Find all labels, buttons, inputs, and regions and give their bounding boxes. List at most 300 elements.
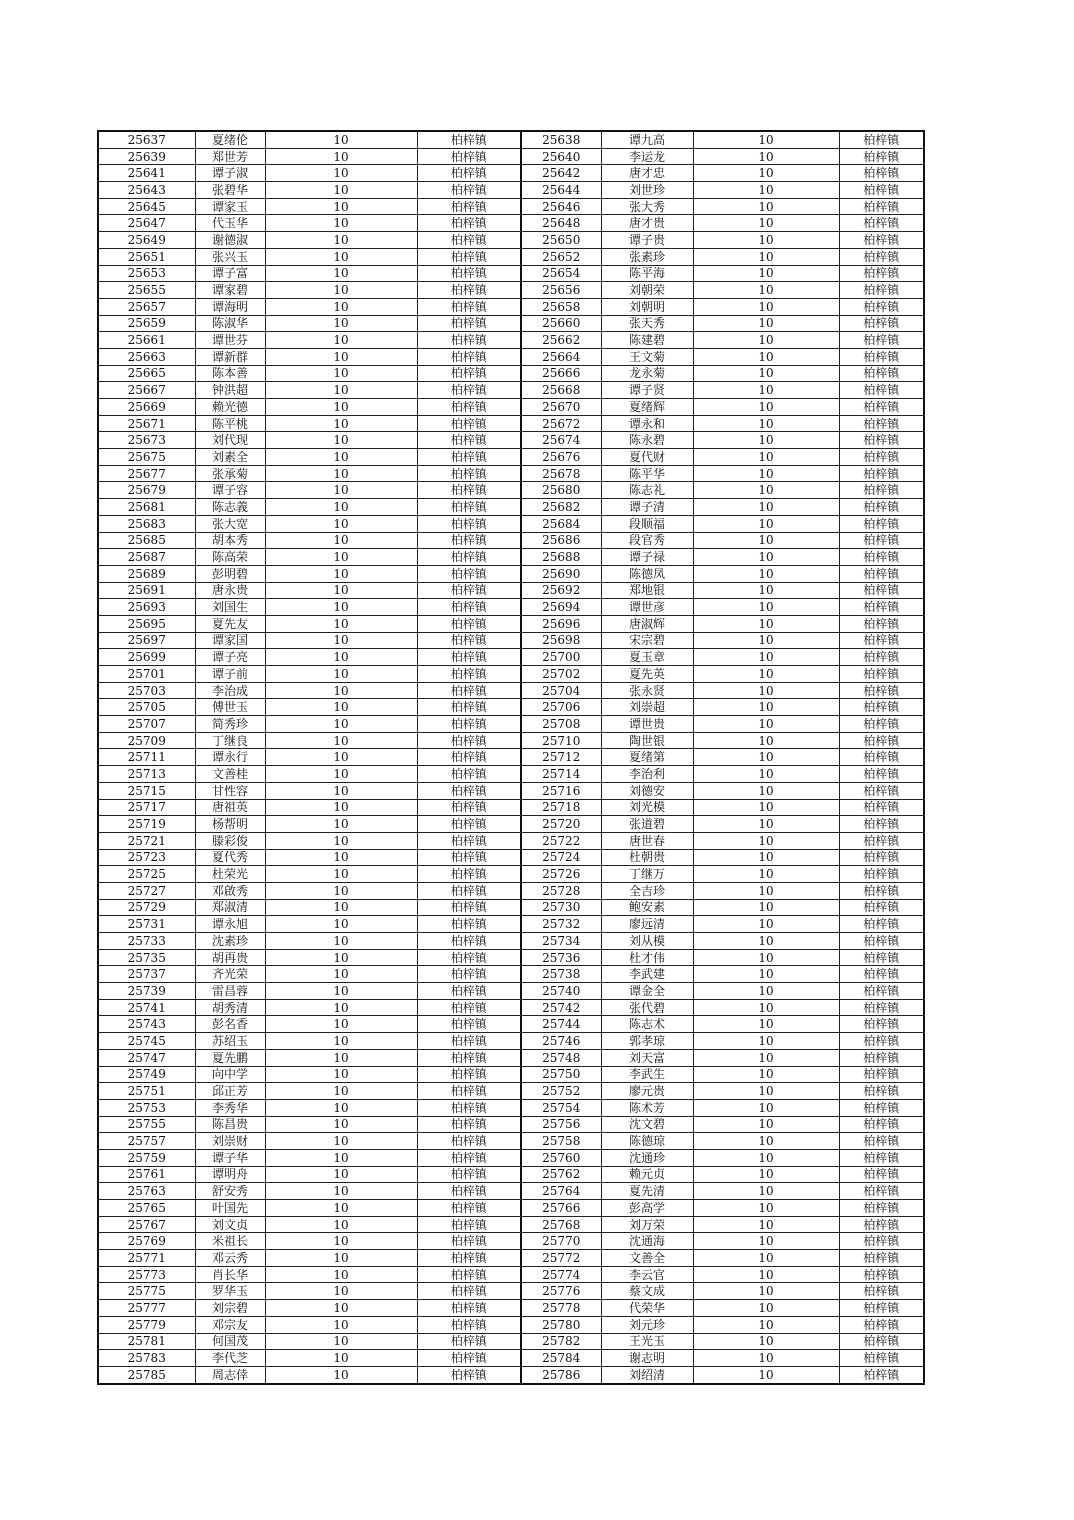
table-row (98, 198, 924, 215)
town-cell: 柏梓镇 (417, 1250, 521, 1267)
amount-cell: 10 (693, 933, 839, 950)
id-cell: 25753 (98, 1099, 195, 1116)
id-cell: 25659 (98, 315, 195, 332)
amount-cell: 10 (693, 182, 839, 199)
id-cell: 25741 (98, 999, 195, 1016)
town-cell: 柏梓镇 (839, 1066, 924, 1083)
id-cell: 25692 (521, 582, 601, 599)
amount-cell: 10 (693, 348, 839, 365)
amount-cell: 10 (693, 332, 839, 349)
id-cell: 25769 (98, 1233, 195, 1250)
name-cell: 陈志義 (195, 499, 265, 516)
town-cell: 柏梓镇 (839, 315, 924, 332)
town-cell: 柏梓镇 (417, 1083, 521, 1100)
amount-cell: 10 (265, 1099, 417, 1116)
name-cell: 谭子容 (195, 482, 265, 499)
id-cell: 25759 (98, 1149, 195, 1166)
table-row (98, 632, 924, 649)
town-cell: 柏梓镇 (839, 599, 924, 616)
table-row (98, 1233, 924, 1250)
town-cell: 柏梓镇 (417, 949, 521, 966)
amount-cell: 10 (265, 849, 417, 866)
amount-cell: 10 (693, 1283, 839, 1300)
id-cell: 25663 (98, 348, 195, 365)
amount-cell: 10 (693, 482, 839, 499)
table-row (98, 582, 924, 599)
town-cell: 柏梓镇 (417, 582, 521, 599)
amount-cell: 10 (265, 1016, 417, 1033)
id-cell: 25731 (98, 916, 195, 933)
name-cell: 刘朝明 (601, 298, 693, 315)
id-cell: 25701 (98, 666, 195, 683)
name-cell: 段顺福 (601, 515, 693, 532)
id-cell: 25711 (98, 749, 195, 766)
id-cell: 25761 (98, 1166, 195, 1183)
table-row (98, 1216, 924, 1233)
id-cell: 25661 (98, 332, 195, 349)
name-cell: 张承菊 (195, 465, 265, 482)
amount-cell: 10 (265, 1049, 417, 1066)
town-cell: 柏梓镇 (417, 1166, 521, 1183)
name-cell: 刘从模 (601, 933, 693, 950)
town-cell: 柏梓镇 (839, 298, 924, 315)
town-cell: 柏梓镇 (839, 399, 924, 416)
id-cell: 25682 (521, 499, 601, 516)
id-cell: 25738 (521, 966, 601, 983)
name-cell: 唐祖英 (195, 799, 265, 816)
id-cell: 25640 (521, 148, 601, 165)
table-row (98, 465, 924, 482)
town-cell: 柏梓镇 (417, 749, 521, 766)
town-cell: 柏梓镇 (839, 732, 924, 749)
table-row (98, 1266, 924, 1283)
id-cell: 25740 (521, 983, 601, 1000)
id-cell: 25742 (521, 999, 601, 1016)
table-row (98, 265, 924, 282)
town-cell: 柏梓镇 (417, 1149, 521, 1166)
table-row (98, 782, 924, 799)
id-cell: 25646 (521, 198, 601, 215)
table-row (98, 1116, 924, 1133)
amount-cell: 10 (265, 1183, 417, 1200)
town-cell: 柏梓镇 (417, 866, 521, 883)
amount-cell: 10 (265, 1300, 417, 1317)
name-cell: 文善全 (601, 1250, 693, 1267)
amount-cell: 10 (265, 198, 417, 215)
id-cell: 25644 (521, 182, 601, 199)
id-cell: 25717 (98, 799, 195, 816)
name-cell: 罗华玉 (195, 1283, 265, 1300)
name-cell: 傅世玉 (195, 699, 265, 716)
amount-cell: 10 (265, 699, 417, 716)
id-cell: 25664 (521, 348, 601, 365)
name-cell: 夏绪伦 (195, 131, 265, 148)
table-row (98, 649, 924, 666)
id-cell: 25720 (521, 816, 601, 833)
id-cell: 25684 (521, 515, 601, 532)
amount-cell: 10 (265, 282, 417, 299)
name-cell: 谭世彦 (601, 599, 693, 616)
name-cell: 刘代现 (195, 432, 265, 449)
id-cell: 25776 (521, 1283, 601, 1300)
town-cell: 柏梓镇 (839, 1216, 924, 1233)
town-cell: 柏梓镇 (839, 532, 924, 549)
amount-cell: 10 (693, 315, 839, 332)
name-cell: 刘光模 (601, 799, 693, 816)
name-cell: 张代碧 (601, 999, 693, 1016)
id-cell: 25727 (98, 882, 195, 899)
table-row (98, 1300, 924, 1317)
town-cell: 柏梓镇 (839, 1316, 924, 1333)
amount-cell: 10 (265, 1133, 417, 1150)
town-cell: 柏梓镇 (839, 582, 924, 599)
table-row (98, 1250, 924, 1267)
town-cell: 柏梓镇 (839, 465, 924, 482)
table-row (98, 449, 924, 466)
town-cell: 柏梓镇 (839, 983, 924, 1000)
table-row (98, 1066, 924, 1083)
amount-cell: 10 (265, 1350, 417, 1367)
name-cell: 陈建碧 (601, 332, 693, 349)
name-cell: 杜才伟 (601, 949, 693, 966)
town-cell: 柏梓镇 (839, 933, 924, 950)
town-cell: 柏梓镇 (839, 1300, 924, 1317)
id-cell: 25747 (98, 1049, 195, 1066)
table-row (98, 1333, 924, 1350)
name-cell: 谭子贤 (601, 382, 693, 399)
name-cell: 胡本秀 (195, 532, 265, 549)
amount-cell: 10 (693, 1049, 839, 1066)
town-cell: 柏梓镇 (417, 315, 521, 332)
name-cell: 刘文贞 (195, 1216, 265, 1233)
name-cell: 张永贤 (601, 682, 693, 699)
amount-cell: 10 (693, 449, 839, 466)
id-cell: 25780 (521, 1316, 601, 1333)
id-cell: 25729 (98, 899, 195, 916)
amount-cell: 10 (693, 832, 839, 849)
name-cell: 段官秀 (601, 532, 693, 549)
town-cell: 柏梓镇 (417, 1216, 521, 1233)
id-cell: 25783 (98, 1350, 195, 1367)
name-cell: 谭世芬 (195, 332, 265, 349)
table-row (98, 315, 924, 332)
town-cell: 柏梓镇 (839, 215, 924, 232)
name-cell: 郑世芳 (195, 148, 265, 165)
amount-cell: 10 (265, 182, 417, 199)
name-cell: 陈平华 (601, 465, 693, 482)
name-cell: 胡秀清 (195, 999, 265, 1016)
id-cell: 25766 (521, 1200, 601, 1217)
town-cell: 柏梓镇 (839, 716, 924, 733)
id-cell: 25655 (98, 282, 195, 299)
id-cell: 25767 (98, 1216, 195, 1233)
name-cell: 齐光荣 (195, 966, 265, 983)
id-cell: 25671 (98, 415, 195, 432)
id-cell: 25705 (98, 699, 195, 716)
id-cell: 25678 (521, 465, 601, 482)
table-row (98, 933, 924, 950)
id-cell: 25707 (98, 716, 195, 733)
name-cell: 彭高学 (601, 1200, 693, 1217)
name-cell: 谭新群 (195, 348, 265, 365)
id-cell: 25695 (98, 615, 195, 632)
name-cell: 唐淑辉 (601, 615, 693, 632)
town-cell: 柏梓镇 (417, 1116, 521, 1133)
id-cell: 25735 (98, 949, 195, 966)
table-row (98, 615, 924, 632)
town-cell: 柏梓镇 (839, 916, 924, 933)
name-cell: 何国茂 (195, 1333, 265, 1350)
town-cell: 柏梓镇 (417, 983, 521, 1000)
id-cell: 25669 (98, 399, 195, 416)
town-cell: 柏梓镇 (839, 248, 924, 265)
town-cell: 柏梓镇 (417, 148, 521, 165)
name-cell: 刘天富 (601, 1049, 693, 1066)
id-cell: 25736 (521, 949, 601, 966)
id-cell: 25737 (98, 966, 195, 983)
town-cell: 柏梓镇 (417, 1066, 521, 1083)
id-cell: 25723 (98, 849, 195, 866)
town-cell: 柏梓镇 (839, 1166, 924, 1183)
name-cell: 滕彩俊 (195, 832, 265, 849)
id-cell: 25710 (521, 732, 601, 749)
name-cell: 夏玉章 (601, 649, 693, 666)
amount-cell: 10 (693, 1066, 839, 1083)
name-cell: 陈高荣 (195, 549, 265, 566)
amount-cell: 10 (265, 232, 417, 249)
town-cell: 柏梓镇 (839, 1099, 924, 1116)
town-cell: 柏梓镇 (417, 298, 521, 315)
town-cell: 柏梓镇 (839, 549, 924, 566)
amount-cell: 10 (693, 849, 839, 866)
name-cell: 谭九高 (601, 131, 693, 148)
town-cell: 柏梓镇 (417, 449, 521, 466)
town-cell: 柏梓镇 (417, 649, 521, 666)
amount-cell: 10 (265, 916, 417, 933)
town-cell: 柏梓镇 (417, 699, 521, 716)
town-cell: 柏梓镇 (839, 165, 924, 182)
town-cell: 柏梓镇 (417, 716, 521, 733)
amount-cell: 10 (265, 766, 417, 783)
table-row (98, 232, 924, 249)
table-row (98, 983, 924, 1000)
name-cell: 夏代财 (601, 449, 693, 466)
amount-cell: 10 (693, 265, 839, 282)
name-cell: 郑淑清 (195, 899, 265, 916)
table-row (98, 1366, 924, 1383)
amount-cell: 10 (693, 799, 839, 816)
amount-cell: 10 (265, 332, 417, 349)
amount-cell: 10 (265, 1366, 417, 1383)
amount-cell: 10 (693, 1166, 839, 1183)
id-cell: 25734 (521, 933, 601, 950)
id-cell: 25764 (521, 1183, 601, 1200)
id-cell: 25713 (98, 766, 195, 783)
id-cell: 25694 (521, 599, 601, 616)
table-row (98, 148, 924, 165)
name-cell: 谭家玉 (195, 198, 265, 215)
amount-cell: 10 (693, 532, 839, 549)
amount-cell: 10 (265, 716, 417, 733)
id-cell: 25654 (521, 265, 601, 282)
id-cell: 25662 (521, 332, 601, 349)
town-cell: 柏梓镇 (839, 1283, 924, 1300)
amount-cell: 10 (265, 582, 417, 599)
amount-cell: 10 (265, 532, 417, 549)
name-cell: 甘性容 (195, 782, 265, 799)
name-cell: 沈素珍 (195, 933, 265, 950)
town-cell: 柏梓镇 (417, 165, 521, 182)
amount-cell: 10 (265, 999, 417, 1016)
amount-cell: 10 (265, 298, 417, 315)
table-row (98, 1183, 924, 1200)
town-cell: 柏梓镇 (839, 849, 924, 866)
table-row (98, 916, 924, 933)
table-row (98, 599, 924, 616)
name-cell: 谭子清 (601, 499, 693, 516)
town-cell: 柏梓镇 (839, 1033, 924, 1050)
amount-cell: 10 (693, 165, 839, 182)
table-row (98, 1016, 924, 1033)
name-cell: 鲍安素 (601, 899, 693, 916)
town-cell: 柏梓镇 (417, 966, 521, 983)
town-cell: 柏梓镇 (417, 1033, 521, 1050)
amount-cell: 10 (693, 415, 839, 432)
town-cell: 柏梓镇 (839, 432, 924, 449)
name-cell: 邓啟秀 (195, 882, 265, 899)
name-cell: 李运龙 (601, 148, 693, 165)
town-cell: 柏梓镇 (417, 382, 521, 399)
amount-cell: 10 (265, 749, 417, 766)
name-cell: 刘素全 (195, 449, 265, 466)
id-cell: 25653 (98, 265, 195, 282)
town-cell: 柏梓镇 (417, 1233, 521, 1250)
name-cell: 谭子华 (195, 1149, 265, 1166)
town-cell: 柏梓镇 (839, 1049, 924, 1066)
name-cell: 刘万荣 (601, 1216, 693, 1233)
name-cell: 代荣华 (601, 1300, 693, 1317)
amount-cell: 10 (693, 1200, 839, 1217)
amount-cell: 10 (265, 482, 417, 499)
name-cell: 刘德安 (601, 782, 693, 799)
amount-cell: 10 (693, 1083, 839, 1100)
town-cell: 柏梓镇 (839, 348, 924, 365)
town-cell: 柏梓镇 (417, 1200, 521, 1217)
name-cell: 陈永碧 (601, 432, 693, 449)
town-cell: 柏梓镇 (417, 1049, 521, 1066)
town-cell: 柏梓镇 (839, 782, 924, 799)
name-cell: 张大宽 (195, 515, 265, 532)
town-cell: 柏梓镇 (417, 232, 521, 249)
town-cell: 柏梓镇 (839, 365, 924, 382)
id-cell: 25774 (521, 1266, 601, 1283)
id-cell: 25699 (98, 649, 195, 666)
id-cell: 25700 (521, 649, 601, 666)
town-cell: 柏梓镇 (417, 1283, 521, 1300)
id-cell: 25763 (98, 1183, 195, 1200)
id-cell: 25648 (521, 215, 601, 232)
amount-cell: 10 (693, 549, 839, 566)
town-cell: 柏梓镇 (839, 415, 924, 432)
amount-cell: 10 (265, 515, 417, 532)
town-cell: 柏梓镇 (839, 1333, 924, 1350)
id-cell: 25687 (98, 549, 195, 566)
name-cell: 王光玉 (601, 1333, 693, 1350)
amount-cell: 10 (693, 382, 839, 399)
town-cell: 柏梓镇 (839, 1233, 924, 1250)
id-cell: 25703 (98, 682, 195, 699)
town-cell: 柏梓镇 (417, 1350, 521, 1367)
amount-cell: 10 (265, 465, 417, 482)
id-cell: 25681 (98, 499, 195, 516)
name-cell: 刘朝荣 (601, 282, 693, 299)
amount-cell: 10 (693, 282, 839, 299)
amount-cell: 10 (693, 565, 839, 582)
town-cell: 柏梓镇 (417, 515, 521, 532)
id-cell: 25643 (98, 182, 195, 199)
id-cell: 25755 (98, 1116, 195, 1133)
amount-cell: 10 (265, 782, 417, 799)
town-cell: 柏梓镇 (839, 749, 924, 766)
amount-cell: 10 (265, 549, 417, 566)
amount-cell: 10 (693, 1116, 839, 1133)
name-cell: 唐才忠 (601, 165, 693, 182)
town-cell: 柏梓镇 (417, 265, 521, 282)
table-row (98, 298, 924, 315)
id-cell: 25750 (521, 1066, 601, 1083)
town-cell: 柏梓镇 (839, 699, 924, 716)
amount-cell: 10 (265, 348, 417, 365)
town-cell: 柏梓镇 (417, 682, 521, 699)
amount-cell: 10 (693, 966, 839, 983)
amount-cell: 10 (265, 1200, 417, 1217)
amount-cell: 10 (693, 1099, 839, 1116)
table-row (98, 131, 924, 148)
table-row (98, 866, 924, 883)
table-row (98, 532, 924, 549)
name-cell: 谭家碧 (195, 282, 265, 299)
name-cell: 赖元贞 (601, 1166, 693, 1183)
amount-cell: 10 (265, 732, 417, 749)
amount-cell: 10 (693, 1266, 839, 1283)
name-cell: 杨帮明 (195, 816, 265, 833)
town-cell: 柏梓镇 (839, 866, 924, 883)
amount-cell: 10 (693, 1300, 839, 1317)
amount-cell: 10 (693, 1250, 839, 1267)
name-cell: 谭子富 (195, 265, 265, 282)
id-cell: 25714 (521, 766, 601, 783)
roster-table (97, 130, 925, 1385)
town-cell: 柏梓镇 (417, 1016, 521, 1033)
id-cell: 25777 (98, 1300, 195, 1317)
amount-cell: 10 (693, 682, 839, 699)
name-cell: 彭名香 (195, 1016, 265, 1033)
name-cell: 沈文碧 (601, 1116, 693, 1133)
name-cell: 谭子贵 (601, 232, 693, 249)
id-cell: 25748 (521, 1049, 601, 1066)
amount-cell: 10 (265, 1283, 417, 1300)
town-cell: 柏梓镇 (839, 499, 924, 516)
id-cell: 25745 (98, 1033, 195, 1050)
amount-cell: 10 (693, 582, 839, 599)
amount-cell: 10 (693, 916, 839, 933)
id-cell: 25698 (521, 632, 601, 649)
amount-cell: 10 (265, 599, 417, 616)
table-row (98, 732, 924, 749)
table-row (98, 332, 924, 349)
id-cell: 25680 (521, 482, 601, 499)
town-cell: 柏梓镇 (839, 449, 924, 466)
